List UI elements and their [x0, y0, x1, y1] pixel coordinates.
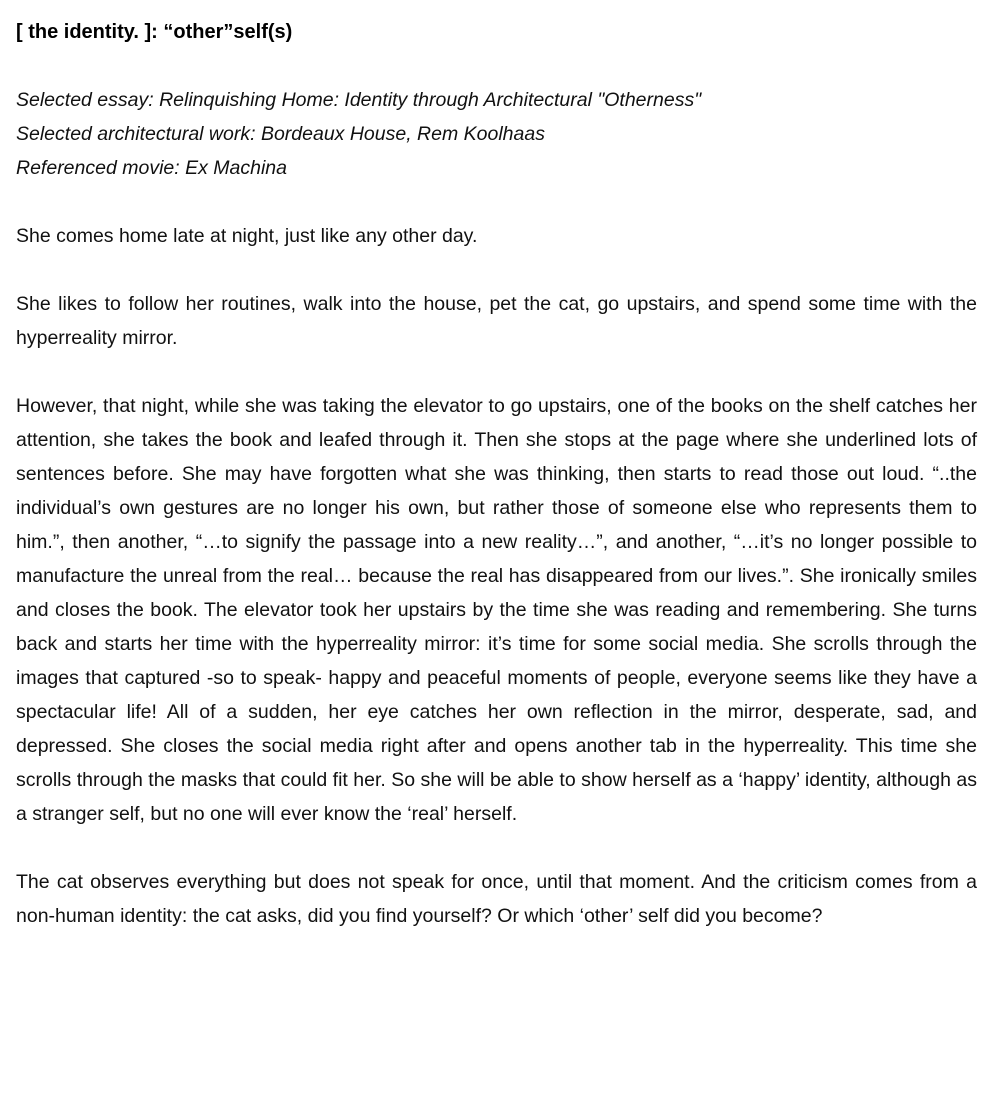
document-title: [ the identity. ]: “other”self(s) — [16, 21, 293, 43]
meta-block — [16, 83, 977, 185]
paragraph-1: She comes home late at night, just like any other day. — [16, 225, 478, 247]
paragraph-4: The cat observes everything but does not speak for once, until that moment. And the criticism comes from a non-human identity: the cat asks, did you find yourself? Or which ‘other’ self did you become? — [16, 871, 977, 927]
meta-selected-architectural-work: Selected architectural work: Bordeaux House, Rem Koolhaas — [16, 123, 545, 145]
paragraph-3: However, that night, while she was taking the elevator to go upstairs, one of the books on the shelf catches her attention, she takes the book and leafed through it. Then she stops at the page where she underlined lots of sentences before. She may have forgotten what she was thinking, then starts to read those out loud. “..the individual’s own gestures are no longer his own, but rather those of someone else who represents them to him.”, then another, “…to signify the passage into a new reality…”, and another, “…it’s no longer possible to manufacture the unreal from the real… because the real has disappeared from our lives.”. She ironically smiles and closes the book. The elevator took her upstairs by the time she was reading and remembering. She turns back and starts her time with the hyperreality mirror: it’s time for some social media. She scrolls through the images that captured -so to speak- happy and peaceful moments of people, everyone seems like they have a spectacular life! All of a sudden, her eye catches her own reflection in the mirror, desperate, sad, and depressed. She closes the social media right after and opens another tab in the hyperreality. This time she scrolls through the masks that could fit her. So she will be able to show herself as a ‘happy’ identity, although as a stranger self, but no one will ever know the ‘real’ herself. — [16, 395, 977, 825]
meta-selected-essay: Selected essay: Relinquishing Home: Identity through Architectural "Otherness" — [16, 89, 702, 111]
meta-referenced-movie: Referenced movie: Ex Machina — [16, 157, 287, 179]
paragraph-2: She likes to follow her routines, walk into the house, pet the cat, go upstairs, and spend some time with the hyperreality mirror. — [16, 293, 977, 349]
